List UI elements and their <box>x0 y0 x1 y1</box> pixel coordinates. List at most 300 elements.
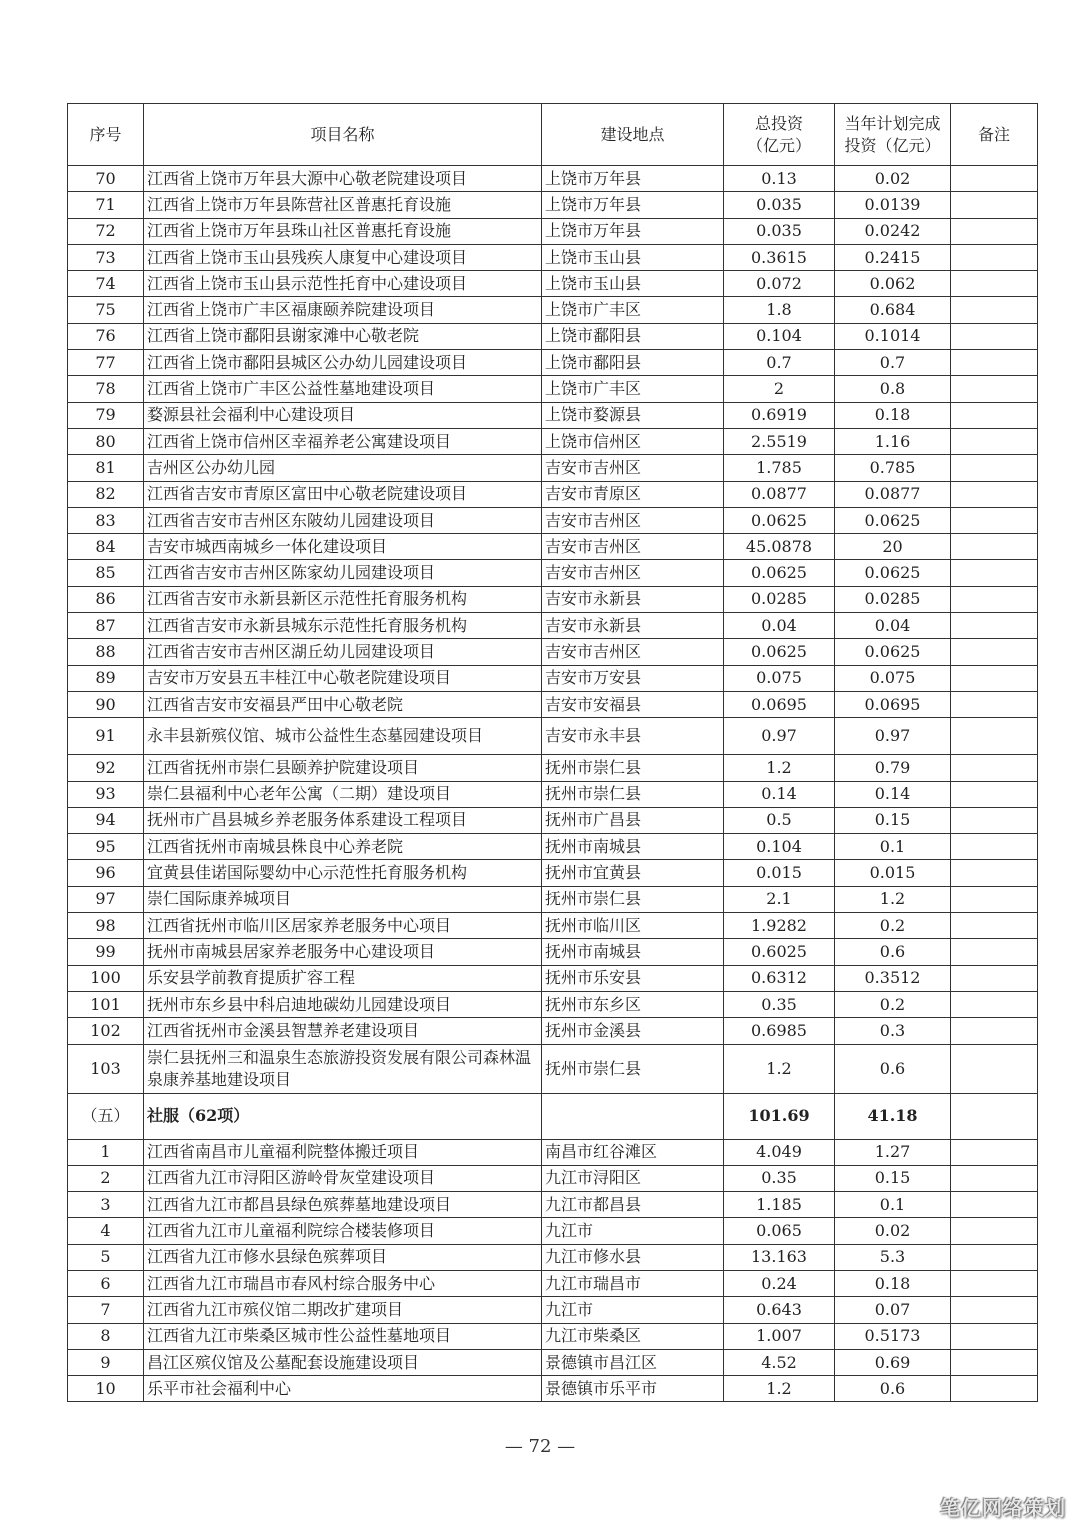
cell-total: 0.7 <box>724 350 835 376</box>
cell-no: 73 <box>68 244 144 270</box>
table-row <box>68 1323 1038 1349</box>
table-row <box>68 323 1038 349</box>
cell-plan: 0.0695 <box>835 691 951 717</box>
cell-total: 0.0285 <box>724 586 835 612</box>
cell-name: 崇仁国际康养城项目 <box>144 886 542 912</box>
cell-total: 0.0625 <box>724 560 835 586</box>
cell-no: （五） <box>68 1093 144 1139</box>
cell-total: 0.104 <box>724 834 835 860</box>
cell-total: 1.2 <box>724 1044 835 1093</box>
cell-name: 江西省九江市修水县绿色殡葬项目 <box>144 1244 542 1270</box>
cell-note <box>951 507 1038 533</box>
table-row <box>68 1270 1038 1296</box>
table-row <box>68 1349 1038 1375</box>
cell-name: 江西省吉安市吉州区东陂幼儿园建设项目 <box>144 507 542 533</box>
cell-note <box>951 323 1038 349</box>
table-row <box>68 718 1038 755</box>
cell-name: 江西省上饶市鄱阳县城区公办幼儿园建设项目 <box>144 350 542 376</box>
cell-plan: 0.3512 <box>835 965 951 991</box>
cell-plan: 0.7 <box>835 350 951 376</box>
cell-total: 0.104 <box>724 323 835 349</box>
cell-name: 昌江区殡仪馆及公墓配套设施建设项目 <box>144 1349 542 1375</box>
cell-name: 崇仁县福利中心老年公寓（二期）建设项目 <box>144 781 542 807</box>
cell-plan: 20 <box>835 534 951 560</box>
cell-total: 45.0878 <box>724 534 835 560</box>
cell-note <box>951 807 1038 833</box>
cell-plan: 0.04 <box>835 613 951 639</box>
cell-total: 1.2 <box>724 755 835 781</box>
cell-note <box>951 1044 1038 1093</box>
cell-note <box>951 1018 1038 1044</box>
cell-no: 100 <box>68 965 144 991</box>
cell-total: 1.007 <box>724 1323 835 1349</box>
table-row <box>68 939 1038 965</box>
cell-note <box>951 691 1038 717</box>
cell-total: 1.9282 <box>724 913 835 939</box>
cell-plan: 0.0625 <box>835 560 951 586</box>
cell-name: 江西省九江市都昌县绿色殡葬墓地建设项目 <box>144 1192 542 1218</box>
table-row <box>68 1192 1038 1218</box>
cell-plan: 0.02 <box>835 166 951 192</box>
cell-name: 江西省九江市殡仪馆二期改扩建项目 <box>144 1297 542 1323</box>
cell-plan: 0.2 <box>835 991 951 1017</box>
cell-location: 抚州市南城县 <box>542 834 724 860</box>
table-row <box>68 1218 1038 1244</box>
cell-location: 上饶市万年县 <box>542 166 724 192</box>
cell-name: 江西省上饶市鄱阳县谢家滩中心敬老院 <box>144 323 542 349</box>
cell-total: 0.643 <box>724 1297 835 1323</box>
cell-plan: 0.684 <box>835 297 951 323</box>
cell-note <box>951 1349 1038 1375</box>
cell-note <box>951 455 1038 481</box>
cell-no: 75 <box>68 297 144 323</box>
cell-location: 吉安市吉州区 <box>542 560 724 586</box>
cell-location: 吉安市永新县 <box>542 586 724 612</box>
cell-location: 九江市 <box>542 1218 724 1244</box>
cell-no: 1 <box>68 1139 144 1165</box>
cell-name: 江西省抚州市崇仁县颐养护院建设项目 <box>144 755 542 781</box>
table-row <box>68 1018 1038 1044</box>
cell-name: 宜黄县佳诺国际婴幼中心示范性托育服务机构 <box>144 860 542 886</box>
cell-location: 抚州市南城县 <box>542 939 724 965</box>
cell-total: 0.6985 <box>724 1018 835 1044</box>
cell-name: 江西省上饶市万年县陈营社区普惠托育设施 <box>144 192 542 218</box>
cell-location: 抚州市乐安县 <box>542 965 724 991</box>
cell-note <box>951 1244 1038 1270</box>
cell-location: 上饶市万年县 <box>542 218 724 244</box>
table-row <box>68 1165 1038 1191</box>
cell-note <box>951 350 1038 376</box>
cell-plan: 0.0625 <box>835 507 951 533</box>
cell-location: 吉安市安福县 <box>542 691 724 717</box>
cell-note <box>951 781 1038 807</box>
table-row <box>68 350 1038 376</box>
cell-total: 0.0695 <box>724 691 835 717</box>
cell-no: 76 <box>68 323 144 349</box>
cell-note <box>951 166 1038 192</box>
cell-name: 江西省上饶市广丰区福康颐养院建设项目 <box>144 297 542 323</box>
header-total: 总投资 （亿元） <box>724 104 835 166</box>
cell-name: 江西省九江市儿童福利院综合楼装修项目 <box>144 1218 542 1244</box>
cell-name: 江西省上饶市万年县大源中心敬老院建设项目 <box>144 166 542 192</box>
cell-total: 1.785 <box>724 455 835 481</box>
cell-plan: 0.3 <box>835 1018 951 1044</box>
cell-plan: 0.6 <box>835 939 951 965</box>
cell-plan: 0.15 <box>835 807 951 833</box>
cell-name: 乐平市社会福利中心 <box>144 1376 542 1402</box>
cell-plan: 0.15 <box>835 1165 951 1191</box>
cell-note <box>951 481 1038 507</box>
cell-plan: 0.02 <box>835 1218 951 1244</box>
cell-note <box>951 586 1038 612</box>
cell-plan: 0.1 <box>835 834 951 860</box>
cell-location: 上饶市万年县 <box>542 192 724 218</box>
cell-location: 上饶市玉山县 <box>542 244 724 270</box>
cell-name: 江西省抚州市南城县株良中心养老院 <box>144 834 542 860</box>
cell-name: 江西省吉安市永新县城东示范性托育服务机构 <box>144 613 542 639</box>
cell-no: 89 <box>68 665 144 691</box>
cell-location: 抚州市金溪县 <box>542 1018 724 1044</box>
cell-note <box>951 755 1038 781</box>
cell-no: 90 <box>68 691 144 717</box>
cell-location: 九江市瑞昌市 <box>542 1270 724 1296</box>
cell-location: 吉安市吉州区 <box>542 455 724 481</box>
cell-no: 94 <box>68 807 144 833</box>
cell-no: 9 <box>68 1349 144 1375</box>
cell-total: 0.015 <box>724 860 835 886</box>
cell-total: 0.14 <box>724 781 835 807</box>
cell-plan: 0.1014 <box>835 323 951 349</box>
cell-location: 吉安市万安县 <box>542 665 724 691</box>
cell-note <box>951 560 1038 586</box>
cell-plan: 0.075 <box>835 665 951 691</box>
cell-plan: 0.8 <box>835 376 951 402</box>
cell-no: 79 <box>68 402 144 428</box>
cell-no: 10 <box>68 1376 144 1402</box>
table-row <box>68 807 1038 833</box>
table-row <box>68 534 1038 560</box>
cell-name: 永丰县新殡仪馆、城市公益性生态墓园建设项目 <box>144 718 542 755</box>
cell-location: 抚州市临川区 <box>542 913 724 939</box>
cell-name: 社服（62项） <box>144 1093 542 1139</box>
header-plan: 当年计划完成 投资（亿元） <box>835 104 951 166</box>
cell-no: 5 <box>68 1244 144 1270</box>
cell-location: 九江市都昌县 <box>542 1192 724 1218</box>
table-row <box>68 166 1038 192</box>
cell-note <box>951 534 1038 560</box>
table-header-row <box>68 104 1038 166</box>
table-row <box>68 1139 1038 1165</box>
cell-name: 江西省上饶市万年县珠山社区普惠托育设施 <box>144 218 542 244</box>
section-row <box>68 1093 1038 1139</box>
cell-note <box>951 1218 1038 1244</box>
cell-plan: 0.79 <box>835 755 951 781</box>
cell-total: 0.35 <box>724 991 835 1017</box>
cell-location: 抚州市崇仁县 <box>542 1044 724 1093</box>
table-row <box>68 376 1038 402</box>
cell-name: 江西省吉安市安福县严田中心敬老院 <box>144 691 542 717</box>
cell-note <box>951 244 1038 270</box>
cell-total: 0.035 <box>724 218 835 244</box>
cell-plan: 0.062 <box>835 271 951 297</box>
cell-note <box>951 1297 1038 1323</box>
cell-plan: 0.97 <box>835 718 951 755</box>
table-row <box>68 691 1038 717</box>
table-row <box>68 560 1038 586</box>
cell-location: 上饶市玉山县 <box>542 271 724 297</box>
cell-location: 九江市 <box>542 1297 724 1323</box>
cell-note <box>951 1139 1038 1165</box>
cell-location: 吉安市吉州区 <box>542 534 724 560</box>
cell-no: 82 <box>68 481 144 507</box>
cell-name: 抚州市南城县居家养老服务中心建设项目 <box>144 939 542 965</box>
cell-total: 0.075 <box>724 665 835 691</box>
cell-name: 江西省上饶市广丰区公益性墓地建设项目 <box>144 376 542 402</box>
cell-plan: 0.0139 <box>835 192 951 218</box>
cell-name: 抚州市广昌县城乡养老服务体系建设工程项目 <box>144 807 542 833</box>
header-name: 项目名称 <box>144 104 542 166</box>
cell-location: 抚州市崇仁县 <box>542 781 724 807</box>
cell-note <box>951 428 1038 454</box>
cell-no: 102 <box>68 1018 144 1044</box>
cell-no: 88 <box>68 639 144 665</box>
cell-no: 92 <box>68 755 144 781</box>
cell-location: 吉安市吉州区 <box>542 507 724 533</box>
cell-total: 0.0625 <box>724 507 835 533</box>
cell-no: 85 <box>68 560 144 586</box>
cell-no: 101 <box>68 991 144 1017</box>
cell-note <box>951 613 1038 639</box>
cell-no: 2 <box>68 1165 144 1191</box>
table-row <box>68 1297 1038 1323</box>
cell-name: 吉安市城西南城乡一体化建设项目 <box>144 534 542 560</box>
cell-plan: 0.1 <box>835 1192 951 1218</box>
cell-no: 97 <box>68 886 144 912</box>
table-row <box>68 297 1038 323</box>
table-row <box>68 455 1038 481</box>
cell-plan: 41.18 <box>835 1093 951 1139</box>
cell-total: 0.035 <box>724 192 835 218</box>
cell-name: 江西省九江市瑞昌市春风村综合服务中心 <box>144 1270 542 1296</box>
cell-note <box>951 402 1038 428</box>
cell-no: 96 <box>68 860 144 886</box>
cell-name: 江西省吉安市青原区富田中心敬老院建设项目 <box>144 481 542 507</box>
cell-total: 4.049 <box>724 1139 835 1165</box>
table-row <box>68 586 1038 612</box>
table-row <box>68 428 1038 454</box>
header-note: 备注 <box>951 104 1038 166</box>
cell-location: 上饶市信州区 <box>542 428 724 454</box>
table-row <box>68 639 1038 665</box>
table-row <box>68 192 1038 218</box>
cell-no: 95 <box>68 834 144 860</box>
table-row <box>68 1376 1038 1402</box>
cell-note <box>951 991 1038 1017</box>
cell-name: 抚州市东乡县中科启迪地碳幼儿园建设项目 <box>144 991 542 1017</box>
cell-plan: 0.6 <box>835 1044 951 1093</box>
table-row <box>68 781 1038 807</box>
cell-no: 3 <box>68 1192 144 1218</box>
cell-no: 74 <box>68 271 144 297</box>
cell-name: 吉州区公办幼儿园 <box>144 455 542 481</box>
table-row <box>68 507 1038 533</box>
header-location: 建设地点 <box>542 104 724 166</box>
page-number: — 72 — <box>504 1436 576 1457</box>
cell-total: 0.072 <box>724 271 835 297</box>
cell-no: 83 <box>68 507 144 533</box>
table-row <box>68 913 1038 939</box>
cell-location: 抚州市东乡区 <box>542 991 724 1017</box>
cell-no: 91 <box>68 718 144 755</box>
cell-name: 崇仁县抚州三和温泉生态旅游投资发展有限公司森林温泉康养基地建设项目 <box>144 1044 542 1093</box>
cell-plan: 0.07 <box>835 1297 951 1323</box>
cell-location: 上饶市鄱阳县 <box>542 323 724 349</box>
header-no: 序号 <box>68 104 144 166</box>
watermark: 笔亿网络策划 <box>940 1496 1066 1520</box>
cell-total: 0.0877 <box>724 481 835 507</box>
cell-location: 景德镇市昌江区 <box>542 1349 724 1375</box>
cell-no: 86 <box>68 586 144 612</box>
cell-name: 江西省南昌市儿童福利院整体搬迁项目 <box>144 1139 542 1165</box>
cell-plan: 0.18 <box>835 402 951 428</box>
cell-total: 0.065 <box>724 1218 835 1244</box>
cell-location: 上饶市广丰区 <box>542 376 724 402</box>
cell-plan: 0.6 <box>835 1376 951 1402</box>
cell-total: 4.52 <box>724 1349 835 1375</box>
cell-plan: 0.0285 <box>835 586 951 612</box>
cell-name: 江西省九江市柴桑区城市性公益性墓地项目 <box>144 1323 542 1349</box>
cell-no: 99 <box>68 939 144 965</box>
cell-location: 吉安市永新县 <box>542 613 724 639</box>
cell-location: 九江市柴桑区 <box>542 1323 724 1349</box>
table-row <box>68 244 1038 270</box>
cell-total: 0.04 <box>724 613 835 639</box>
cell-total: 1.2 <box>724 1376 835 1402</box>
table-row <box>68 1244 1038 1270</box>
cell-plan: 0.0242 <box>835 218 951 244</box>
cell-no: 98 <box>68 913 144 939</box>
cell-plan: 0.0625 <box>835 639 951 665</box>
table-row <box>68 755 1038 781</box>
cell-no: 80 <box>68 428 144 454</box>
cell-note <box>951 834 1038 860</box>
cell-location: 吉安市永丰县 <box>542 718 724 755</box>
table-row <box>68 218 1038 244</box>
cell-no: 77 <box>68 350 144 376</box>
cell-note <box>951 665 1038 691</box>
cell-name: 江西省上饶市玉山县残疾人康复中心建设项目 <box>144 244 542 270</box>
cell-total: 1.8 <box>724 297 835 323</box>
cell-name: 江西省吉安市永新县新区示范性托育服务机构 <box>144 586 542 612</box>
cell-name: 吉安市万安县五丰桂江中心敬老院建设项目 <box>144 665 542 691</box>
cell-note <box>951 192 1038 218</box>
table-row <box>68 834 1038 860</box>
cell-name: 婺源县社会福利中心建设项目 <box>144 402 542 428</box>
cell-total: 101.69 <box>724 1093 835 1139</box>
cell-location <box>542 1093 724 1139</box>
cell-total: 0.35 <box>724 1165 835 1191</box>
cell-no: 70 <box>68 166 144 192</box>
cell-note <box>951 1270 1038 1296</box>
cell-plan: 0.0877 <box>835 481 951 507</box>
cell-location: 九江市浔阳区 <box>542 1165 724 1191</box>
cell-note <box>951 965 1038 991</box>
cell-total: 2.5519 <box>724 428 835 454</box>
cell-total: 0.6312 <box>724 965 835 991</box>
cell-location: 九江市修水县 <box>542 1244 724 1270</box>
cell-total: 0.24 <box>724 1270 835 1296</box>
project-table <box>67 103 1038 1402</box>
cell-location: 抚州市崇仁县 <box>542 755 724 781</box>
cell-plan: 1.2 <box>835 886 951 912</box>
cell-location: 景德镇市乐平市 <box>542 1376 724 1402</box>
cell-total: 0.3615 <box>724 244 835 270</box>
cell-name: 江西省抚州市金溪县智慧养老建设项目 <box>144 1018 542 1044</box>
cell-name: 江西省上饶市玉山县示范性托育中心建设项目 <box>144 271 542 297</box>
cell-no: 93 <box>68 781 144 807</box>
cell-no: 4 <box>68 1218 144 1244</box>
cell-plan: 0.14 <box>835 781 951 807</box>
cell-plan: 0.785 <box>835 455 951 481</box>
cell-no: 71 <box>68 192 144 218</box>
cell-plan: 1.27 <box>835 1139 951 1165</box>
cell-no: 87 <box>68 613 144 639</box>
cell-name: 江西省上饶市信州区幸福养老公寓建设项目 <box>144 428 542 454</box>
cell-location: 上饶市鄱阳县 <box>542 350 724 376</box>
cell-name: 江西省吉安市吉州区湖丘幼儿园建设项目 <box>144 639 542 665</box>
table-row <box>68 481 1038 507</box>
cell-note <box>951 639 1038 665</box>
cell-name: 乐安县学前教育提质扩容工程 <box>144 965 542 991</box>
table-row <box>68 965 1038 991</box>
cell-note <box>951 1165 1038 1191</box>
cell-total: 2 <box>724 376 835 402</box>
cell-location: 南昌市红谷滩区 <box>542 1139 724 1165</box>
cell-location: 抚州市宜黄县 <box>542 860 724 886</box>
cell-no: 7 <box>68 1297 144 1323</box>
table-row <box>68 271 1038 297</box>
cell-note <box>951 718 1038 755</box>
cell-note <box>951 886 1038 912</box>
cell-location: 上饶市广丰区 <box>542 297 724 323</box>
cell-no: 8 <box>68 1323 144 1349</box>
cell-total: 2.1 <box>724 886 835 912</box>
cell-plan: 0.5173 <box>835 1323 951 1349</box>
table-row <box>68 886 1038 912</box>
cell-total: 1.185 <box>724 1192 835 1218</box>
cell-no: 72 <box>68 218 144 244</box>
cell-no: 78 <box>68 376 144 402</box>
cell-note <box>951 860 1038 886</box>
cell-total: 0.6919 <box>724 402 835 428</box>
cell-plan: 0.2 <box>835 913 951 939</box>
cell-plan: 1.16 <box>835 428 951 454</box>
table-body <box>68 166 1038 1402</box>
cell-note <box>951 1376 1038 1402</box>
table-row <box>68 665 1038 691</box>
cell-total: 0.13 <box>724 166 835 192</box>
cell-note <box>951 1323 1038 1349</box>
table-row <box>68 860 1038 886</box>
cell-note <box>951 297 1038 323</box>
cell-name: 江西省吉安市吉州区陈家幼儿园建设项目 <box>144 560 542 586</box>
cell-plan: 0.2415 <box>835 244 951 270</box>
cell-plan: 0.69 <box>835 1349 951 1375</box>
cell-no: 81 <box>68 455 144 481</box>
cell-total: 13.163 <box>724 1244 835 1270</box>
cell-note <box>951 218 1038 244</box>
cell-plan: 0.18 <box>835 1270 951 1296</box>
